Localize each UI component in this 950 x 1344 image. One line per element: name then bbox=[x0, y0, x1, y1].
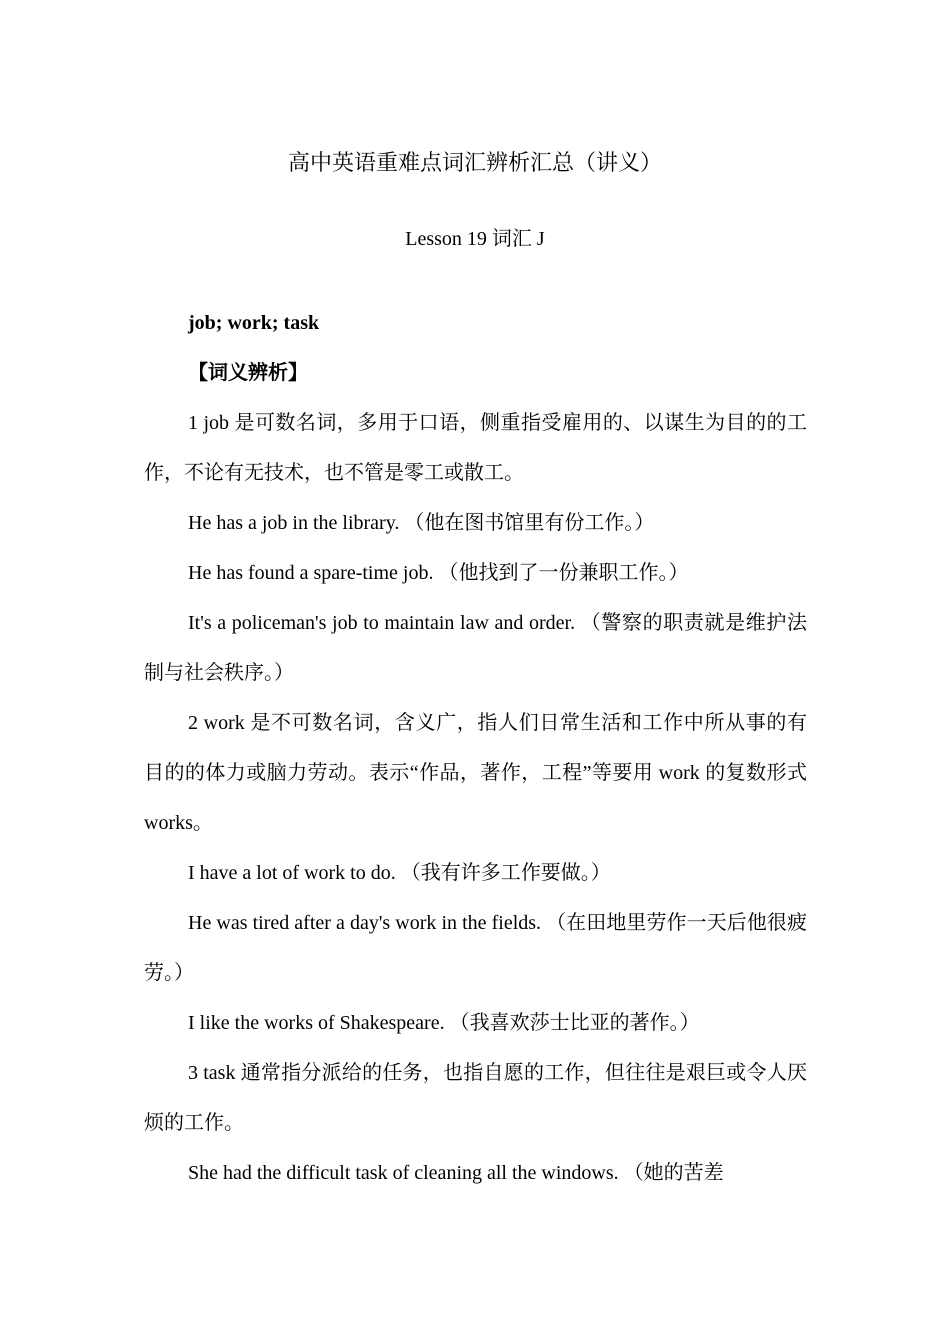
example-sentence: He was tired after a day's work in the fields. （在田地里劳作一天后他很疲劳。） bbox=[144, 912, 807, 984]
word-group-heading: job; work; task bbox=[188, 312, 320, 334]
document-body bbox=[144, 298, 807, 1198]
paragraph-task-definition: 3 task 通常指分派给的任务，也指自愿的工作，但往往是艰巨或令人厌烦的工作。 bbox=[144, 1062, 807, 1134]
example-sentence: She had the difficult task of cleaning all the windows. （她的苦差 bbox=[188, 1162, 724, 1184]
section-label: 【词义辨析】 bbox=[188, 362, 308, 384]
paragraph-job-definition: 1 job 是可数名词，多用于口语，侧重指受雇用的、以谋生为目的的工作，不论有无技术，也不管是零工或散工。 bbox=[144, 412, 807, 484]
example-sentence: I like the works of Shakespeare. （我喜欢莎士比亚的著作。） bbox=[188, 1012, 700, 1034]
example-sentence: He has found a spare-time job. （他找到了一份兼职工作。） bbox=[188, 562, 689, 584]
example-sentence: It's a policeman's job to maintain law and order. （警察的职责就是维护法制与社会秩序。） bbox=[144, 612, 807, 684]
example-sentence: He has a job in the library. （他在图书馆里有份工作。） bbox=[188, 512, 655, 534]
example-sentence: I have a lot of work to do. （我有许多工作要做。） bbox=[188, 862, 611, 884]
lesson-subtitle: Lesson 19 词汇 J bbox=[405, 228, 545, 250]
document-title: 高中英语重难点词汇辨析汇总（讲义） bbox=[287, 150, 662, 175]
paragraph-work-definition: 2 work 是不可数名词，含义广，指人们日常生活和工作中所从事的有目的的体力或脑力劳动。表示“作品，著作，工程”等要用 work 的复数形式 works。 bbox=[144, 712, 807, 834]
